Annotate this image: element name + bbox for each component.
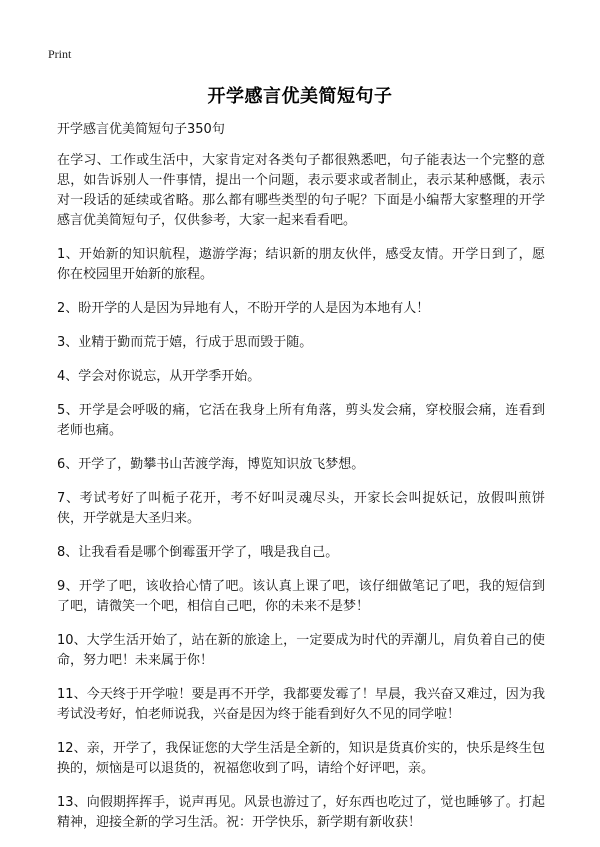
list-item: 13、向假期挥挥手，说声再见。风景也游过了，好东西也吃过了，觉也睡够了。打起精神，迎接全新的学习生活。祝：开学快乐，新学期有新收获！: [57, 795, 545, 830]
document-body: [57, 151, 545, 847]
list-item: 10、大学生活开始了，站在新的旅途上，一定要成为时代的弄潮儿，肩负着自己的使命，努力吧！未来属于你！: [57, 633, 545, 668]
intro-paragraph: 在学习、工作或生活中，大家肯定对各类句子都很熟悉吧，句子能表达一个完整的意思，如告诉别人一件事情，提出一个问题，表示要求或者制止，表示某种感慨，表示对一段话的延续或省略。那么都有哪些类型的句子呢？下面是小编帮大家整理的开学感言优美简短句子，仅供参考，大家一起来看看吧。: [57, 153, 545, 228]
list-item: 5、开学是会呼吸的痛，它活在我身上所有角落，剪头发会痛，穿校服会痛，连看到老师也痛。: [57, 403, 545, 438]
list-item: 4、学会对你说忘，从开学季开始。: [57, 369, 261, 384]
list-item: 2、盼开学的人是因为异地有人，不盼开学的人是因为本地有人！: [57, 301, 430, 316]
list-item: 3、业精于勤而荒于嬉，行成于思而毁于随。: [57, 335, 313, 350]
list-item: 8、让我看看是哪个倒霉蛋开学了，哦是我自己。: [57, 545, 339, 560]
list-item: 11、今天终于开学啦！要是再不开学，我都要发霉了！早晨，我兴奋又难过，因为我考试没考好，怕老师说我，兴奋是因为终于能看到好久不见的同学啦！: [57, 687, 545, 722]
document-subtitle: 开学感言优美简短句子350句: [57, 122, 225, 137]
print-link[interactable]: Print: [48, 47, 72, 61]
list-item: 12、亲，开学了，我保证您的大学生活是全新的，知识是货真价实的，快乐是终生包换的，烦恼是可以退货的，祝福您收到了吗，请给个好评吧，亲。: [57, 741, 545, 776]
list-item: 9、开学了吧，该收拾心情了吧。该认真上课了吧，该仔细做笔记了吧，我的短信到了吧，请微笑一个吧，相信自己吧，你的未来不是梦！: [57, 579, 545, 614]
list-item: 1、开始新的知识航程，遨游学海；结识新的朋友伙伴，感受友情。开学日到了，愿你在校园里开始新的旅程。: [57, 247, 545, 282]
list-item: 7、考试考好了叫栀子花开，考不好叫灵魂尽头，开家长会叫捉妖记，放假叫煎饼侠，开学就是大圣归来。: [57, 491, 545, 526]
page-title: 开学感言优美简短句子: [207, 86, 393, 107]
list-item: 6、开学了，勤攀书山苦渡学海，博览知识放飞梦想。: [57, 457, 365, 472]
